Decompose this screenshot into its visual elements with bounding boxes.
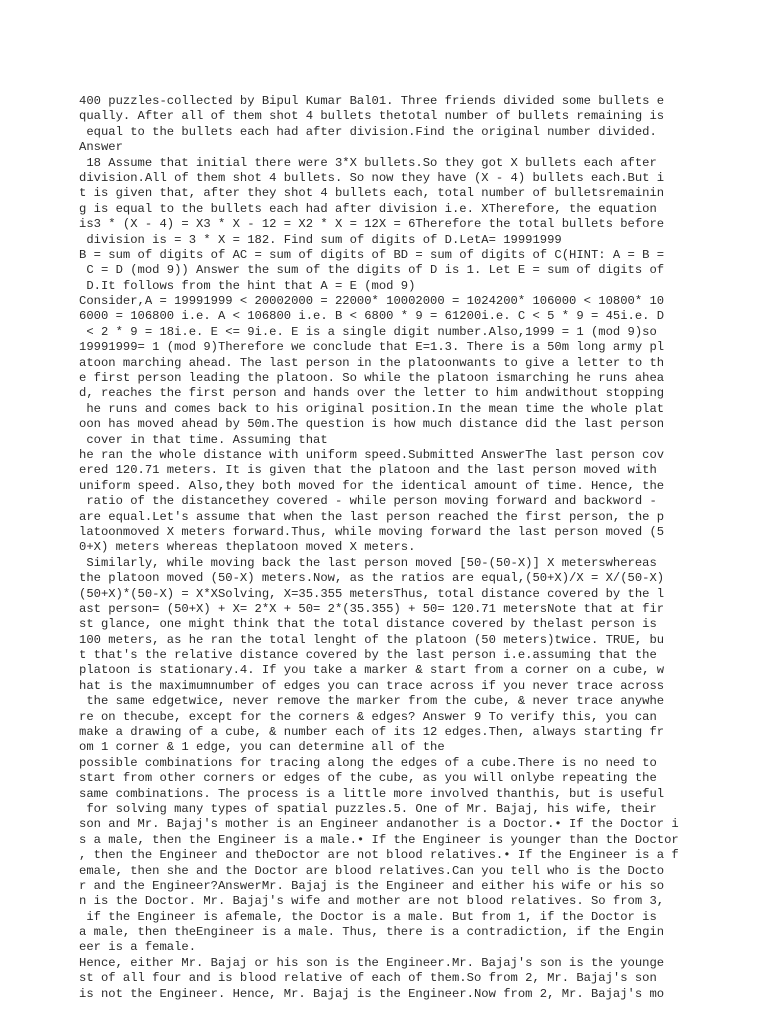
text-line: same combinations. The process is a little more involved thanthis, but is useful [79,786,665,801]
text-line: emale, then she and the Doctor are blood relatives.Can you tell who is the Docto [79,863,665,878]
text-line: atoon marching ahead. The last person in the platoonwants to give a letter to th [79,355,665,370]
text-line: C = D (mod 9)) Answer the sum of the digits of D is 1. Let E = sum of digits of [79,263,665,278]
text-line: a male, then theEngineer is a male. Thus, there is a contradiction, if the Engin [79,925,665,940]
text-line: he runs and comes back to his original position.In the mean time the whole plat [79,401,665,416]
text-line: (50+X)*(50-X) = X*XSolving, X=35.355 metersThus, total distance covered by the l [79,586,665,601]
text-line: division.All of them shot 4 bullets. So now they have (X - 4) bullets each.But i [79,170,665,185]
text-line: 400 puzzles-collected by Bipul Kumar Bal01. Three friends divided some bullets e [79,94,665,108]
text-line: r and the Engineer?AnswerMr. Bajaj is the Engineer and either his wife or his so [79,878,665,893]
text-line: n is the Doctor. Mr. Bajaj's wife and mother are not blood relatives. So from 3, [79,894,665,909]
text-line: t is given that, after they shot 4 bullets each, total number of bulletsremainin [79,186,665,201]
text-line: ast person= (50+X) + X= 2*X + 50= 2*(35.355) + 50= 120.71 metersNote that at fir [79,601,665,616]
text-line: is not the Engineer. Hence, Mr. Bajaj is the Engineer.Now from 2, Mr. Bajaj's mo [79,986,665,1001]
text-line: 0+X) meters whereas theplatoon moved X meters. [79,540,416,555]
text-line: B = sum of digits of AC = sum of digits of BD = sum of digits of C(HINT: A = B = [79,247,665,262]
text-line: t that's the relative distance covered by the last person i.e.assuming that the [79,648,657,663]
text-line: < 2 * 9 = 18i.e. E <= 9i.e. E is a single digit number.Also,1999 = 1 (mod 9)so [79,324,657,339]
text-line: re on thecube, except for the corners & edges? Answer 9 To verify this, you can [79,709,657,724]
text-line: hat is the maximumnumber of edges you can trace across if you never trace across [79,678,665,693]
text-line: latoonmoved X meters forward.Thus, while moving forward the last person moved (5 [79,524,665,539]
text-line: e first person leading the platoon. So while the platoon ismarching he runs ahea [79,371,665,386]
text-line: the same edgetwice, never remove the marker from the cube, & never trace anywhe [79,694,665,709]
text-line: platoon is stationary.4. If you take a marker & start from a corner on a cube, w [79,663,665,678]
text-line: Hence, either Mr. Bajaj or his son is the Engineer.Mr. Bajaj's son is the younge [79,955,665,970]
text-line: division is = 3 * X = 182. Find sum of digits of D.LetA= 19991999 [79,232,562,247]
text-line: st of all four and is blood relative of each of them.So from 2, Mr. Bajaj's son [79,971,657,986]
text-line: possible combinations for tracing along the edges of a cube.There is no need to [79,755,657,770]
text-line: oon has moved ahead by 50m.The question is how much distance did the last person [79,417,665,432]
text-line: s a male, then the Engineer is a male.• If the Engineer is younger than the Doctor [79,832,679,847]
text-line: D.It follows from the hint that A = E (mod 9) [79,278,416,293]
text-line: d, reaches the first person and hands over the letter to him andwithout stopping [79,386,665,401]
text-line: Consider,A = 19991999 < 20002000 = 22000* 10002000 = 1024200* 106000 < 10800* 10 [79,294,665,309]
text-line: ratio of the distancethey covered - while person moving forward and backword - [79,494,657,509]
text-line: ered 120.71 meters. It is given that the platoon and the last person moved with [79,463,657,478]
text-line: the platoon moved (50-X) meters.Now, as the ratios are equal,(50+X)/X = X/(50-X) [79,571,665,586]
text-line: Similarly, while moving back the last person moved [50-(50-X)] X meterswhereas [79,555,657,570]
text-line: son and Mr. Bajaj's mother is an Engineer andanother is a Doctor.• If the Doctor i [79,817,679,832]
text-line: is3 * (X - 4) = X3 * X - 12 = X2 * X = 12X = 6Therefore the total bullets before [79,217,665,232]
text-line: st glance, one might think that the total distance covered by thelast person is [79,617,657,632]
text-line: equal to the bullets each had after division.Find the original number divided. [79,124,657,139]
text-line: make a drawing of a cube, & number each of its 12 edges.Then, always starting fr [79,725,665,740]
text-line: if the Engineer is afemale, the Doctor is a male. But from 1, if the Doctor is [79,909,657,924]
text-line: are equal.Let's assume that when the last person reached the first person, the p [79,509,665,524]
text-line: g is equal to the bullets each had after division i.e. XTherefore, the equation [79,201,657,216]
text-line: , then the Engineer and theDoctor are not blood relatives.• If the Engineer is a f [79,848,679,863]
text-line: eer is a female. [79,940,197,955]
text-line: 6000 = 106800 i.e. A < 106800 i.e. B < 6800 * 9 = 61200i.e. C < 5 * 9 = 45i.e. D [79,309,665,324]
text-line: for solving many types of spatial puzzles.5. One of Mr. Bajaj, his wife, their [79,801,657,816]
text-line: 100 meters, as he ran the total lenght of the platoon (50 meters)twice. TRUE, bu [79,632,665,647]
text-line: om 1 corner & 1 edge, you can determine all of the [79,740,445,755]
text-line: 18 Assume that initial there were 3*X bullets.So they got X bullets each after [79,155,657,170]
text-line: uniform speed. Also,they both moved for the identical amount of time. Hence, the [79,478,665,493]
text-line: cover in that time. Assuming that [79,432,328,447]
text-line: start from other corners or edges of the cube, as you will onlybe repeating the [79,771,657,786]
text-line: he ran the whole distance with uniform speed.Submitted AnswerThe last person cov [79,447,665,462]
document-text-body [79,94,699,1002]
text-line: qually. After all of them shot 4 bullets thetotal number of bullets remaining is [79,109,665,124]
text-line: 19991999= 1 (mod 9)Therefore we conclude that E=1.3. There is a 50m long army pl [79,340,665,355]
text-line: Answer [79,140,123,155]
